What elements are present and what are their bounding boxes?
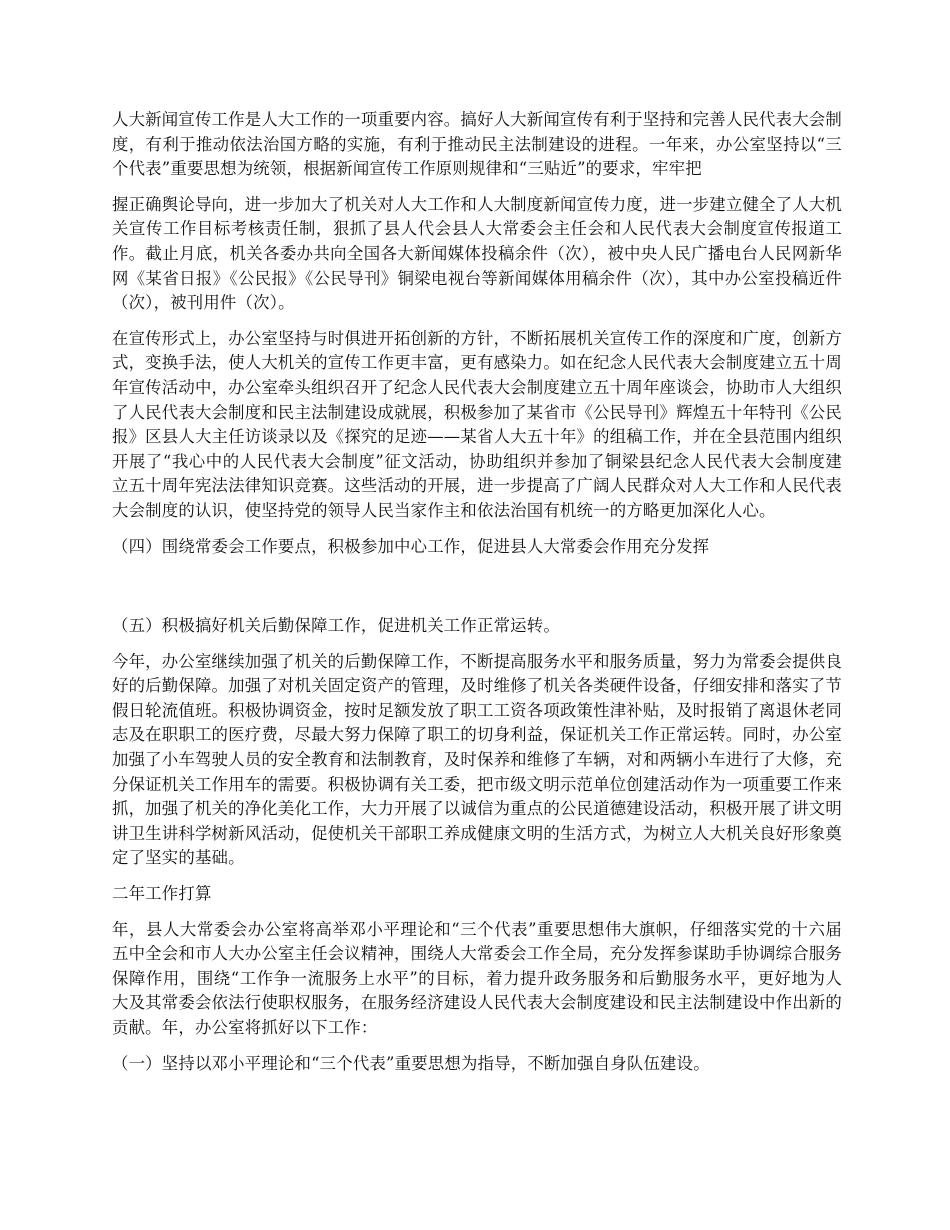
paragraph-work-plan-intro: 年，县人大常委会办公室将高举邓小平理论和“三个代表”重要思想伟大旗帜，仔细落实党的十六届五中全会和市人大办公室主任会议精神，围绕人大常委会工作全局，充分发挥参谋助手协调综合服务保障作用，围绕“工作争一流服务上水平”的目标，着力提升政务服务和后勤服务水平，更好地为人大及其常委会依法行使职权服务，在服务经济建设人民代表大会制度建设和民主法制建设中作出新的贡献。年，办公室将抓好以下工作： <box>112 919 842 1037</box>
paragraph-publicity-forms: 在宣传形式上，办公室坚持与时俱进开拓创新的方针，不断拓展机关宣传工作的深度和广度，创新方式，变换手法，使人大机关的宣传工作更丰富，更有感染力。如在纪念人民代表大会制度建立五十周年宣传活动中，办公室牵头组织召开了纪念人民代表大会制度建立五十周年座谈会，协助市人大组织了人民代表大会制度和民主法制建设成就展，积极参加了某省市《公民导刊》辉煌五十年特刊《公民报》区县人大主任访谈录以及《探究的足迹——某省人大五十年》的组稿工作，并在全县范围内组织开展了“我心中的人民代表大会制度”征文活动，协助组织并参加了铜梁县纪念人民代表大会制度建立五十周年宪法法律知识竞赛。这些活动的开展，进一步提高了广阔人民群众对人大工作和人民代表大会制度的认识，使坚持党的领导人民当家作主和依法治国有机统一的方略更加深化人心。 <box>112 328 842 520</box>
document-body <box>112 108 842 1087</box>
paragraph-logistics-support: 今年，办公室继续加强了机关的后勤保障工作，不断提高服务水平和服务质量，努力为常委会提供良好的后勤保障。加强了对机关固定资产的管理，及时维修了机关各类硬件设备，仔细安排和落实了节假日轮流值班。积极协调资金，按时足额发放了职工工资各项政策性津补贴，及时报销了离退休老同志及在职职工的医疗费，尽最大努力保障了职工的切身利益，保证机关工作正常运转。同时，办公室加强了小车驾驶人员的安全教育和法制教育，及时保养和维修了车辆，对和两辆小车进行了大修，充分保证机关工作用车的需要。积极协调有关工委，把市级文明示范单位创建活动作为一项重要工作来抓，加强了机关的净化美化工作，大力开展了以诚信为重点的公民道德建设活动，积极开展了讲文明讲卫生讲科学树新风活动，促使机关干部职工养成健康文明的生活方式，为树立人大机关良好形象奠定了坚实的基础。 <box>112 651 842 868</box>
paragraph-news-publicity-intro: 人大新闻宣传工作是人大工作的一项重要内容。搞好人大新闻宣传有利于坚持和完善人民代表大会制度，有利于推动依法治国方略的实施，有利于推动民主法制建设的进程。一年来，办公室坚持以“三个代表”重要思想为统领，根据新闻宣传工作原则规律和“三贴近”的要求，牢牢把 <box>112 110 842 179</box>
paragraph-news-publicity-results: 握正确舆论导向，进一步加大了机关对人大工作和人大制度新闻宣传力度，进一步建立健全了人大机关宣传工作目标考核责任制，狠抓了县人代会县人大常委会主任会和人民代表大会制度宣传报道工作。截止月底，机关各委办共向全国各大新闻媒体投稿余件（次），被中央人民广播电台人民网新华网《某省日报》《公民报》《公民导刊》铜梁电视台等新闻媒体用稿余件（次），其中办公室投稿近件（次），被刊用件（次）。 <box>112 194 842 313</box>
section-heading-five: （五）积极搞好机关后勤保障工作，促进机关工作正常运转。 <box>112 616 560 636</box>
section-heading-one: （一）坚持以邓小平理论和“三个代表”重要思想为指导，不断加强自身队伍建设。 <box>112 1053 710 1073</box>
section-heading-four: （四）围绕常委会工作要点，积极参加中心工作，促进县人大常委会作用充分发挥 <box>112 536 710 556</box>
section-heading-work-plan: 二年工作打算 <box>112 884 212 904</box>
